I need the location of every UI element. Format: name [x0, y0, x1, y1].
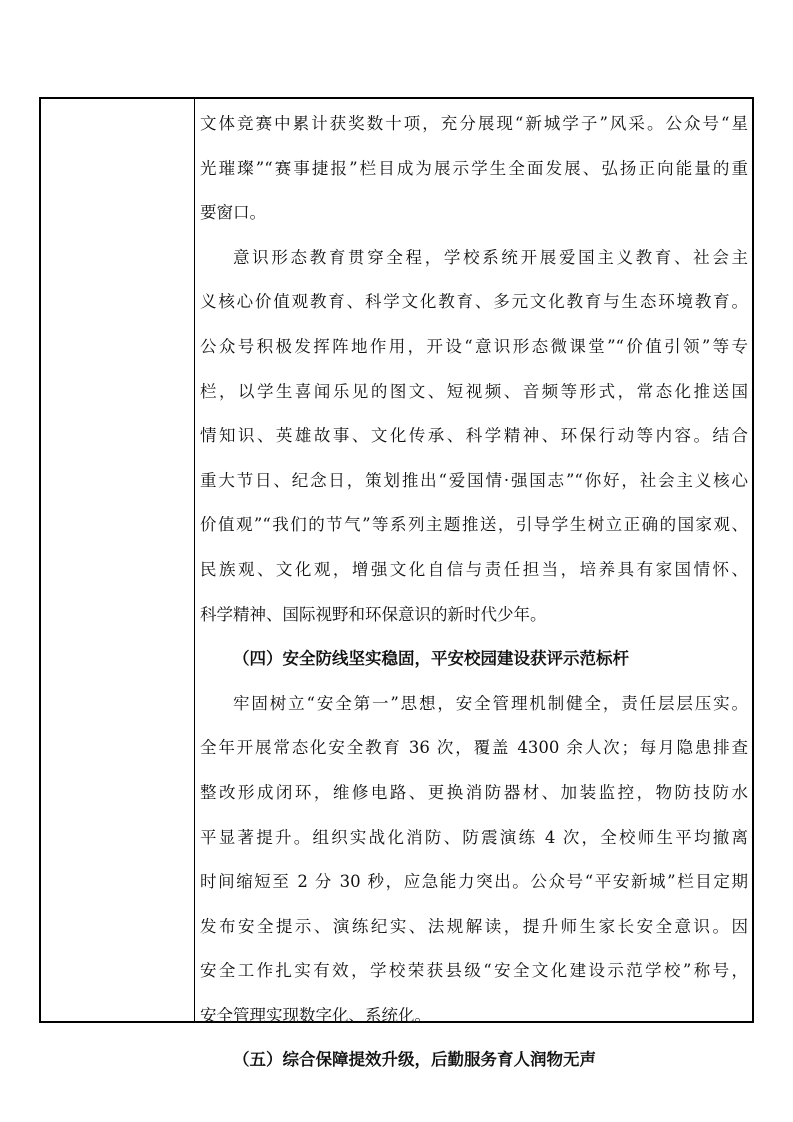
text-line: 价值观”“我们的节气”等系列主题推送，引导学生树立正确的国家观、 — [200, 515, 748, 535]
text-line: 栏，以学生喜闻乐见的图文、短视频、音频等形式，常态化推送国 — [200, 381, 748, 401]
table-content-cell — [200, 102, 748, 1083]
text-line: 情知识、英雄故事、文化传承、科学精神、环保行动等内容。结合 — [200, 426, 748, 446]
text-line: 公众号积极发挥阵地作用，开设“意识形态微课堂”“价值引领”等专 — [200, 336, 748, 356]
paragraph-competition — [200, 102, 748, 236]
text-line: 要窗口。 — [200, 203, 266, 223]
text-line: 整改形成闭环，维修电路、更换消防器材、加装监控，物防技防水 — [200, 782, 748, 802]
text-line: 时间缩短至 2 分 30 秒，应急能力突出。公众号“平安新城”栏目定期 — [200, 872, 748, 892]
section-heading-five: （五）综合保障提效升级，后勤服务育人润物无声 — [233, 1050, 596, 1070]
text-line: 科学精神、国际视野和环保意识的新时代少年。 — [200, 604, 547, 624]
text-line: 文体竞赛中累计获奖数十项，充分展现“新城学子”风采。公众号“星 — [200, 114, 748, 133]
text-line: 全年开展常态化安全教育 36 次，覆盖 4300 余人次；每月隐患排查 — [200, 738, 748, 758]
text-line: 重大节日、纪念日，策划推出“爱国情·强国志”“你好，社会主义核心 — [200, 470, 748, 490]
text-line: 义核心价值观教育、科学文化教育、多元文化教育与生态环境教育。 — [200, 292, 748, 312]
paragraph-safety — [200, 682, 748, 1039]
text-line: 安全工作扎实有效，学校荣获县级“安全文化建设示范学校”称号， — [200, 961, 748, 981]
text-line: 平显著提升。组织实战化消防、防震演练 4 次，全校师生平均撤离 — [200, 827, 748, 847]
text-line: 牢固树立“安全第一”思想，安全管理机制健全，责任层层压实。 — [233, 693, 748, 713]
text-line: 发布安全提示、演练纪实、法规解读，提升师生家长安全意识。因 — [200, 916, 748, 936]
column-divider — [194, 99, 195, 1021]
text-line: 安全管理实现数字化、系统化。 — [200, 1005, 431, 1025]
text-line: 意识形态教育贯穿全程，学校系统开展爱国主义教育、社会主 — [233, 247, 748, 267]
text-line: 光璀璨”“赛事捷报”栏目成为展示学生全面发展、弘扬正向能量的重 — [200, 158, 748, 178]
section-heading-four: （四）安全防线坚实稳固，平安校园建设获评示范标杆 — [233, 649, 629, 669]
paragraph-ideology — [200, 236, 748, 637]
table-label-cell — [41, 99, 194, 1021]
content-table — [39, 97, 754, 1070]
text-line: 民族观、文化观，增强文化自信与责任担当，培养具有家国情怀、 — [200, 559, 748, 579]
